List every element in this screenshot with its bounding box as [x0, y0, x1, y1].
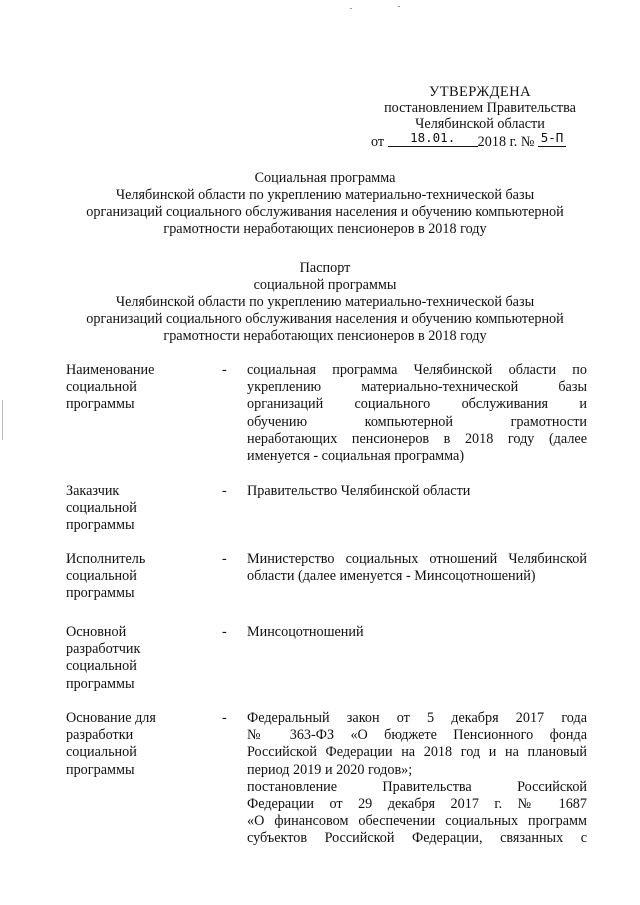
row-label — [66, 483, 186, 535]
passport-title-line: Челябинской области по укреплению материально-технической базы — [115, 294, 535, 310]
approval-block — [355, 84, 605, 151]
row-label-line: Основной — [66, 624, 127, 640]
row-label — [66, 710, 186, 779]
row-label — [66, 551, 186, 603]
row-dash: - — [222, 710, 227, 726]
row-value-line: социальная программа Челябинской области по — [247, 362, 587, 378]
row-label-line: социальной — [66, 744, 137, 761]
row-label-line: социальной — [66, 379, 137, 396]
row-value-line: постановление Правительства Российской — [247, 778, 587, 795]
row-label-line: программы — [66, 396, 135, 413]
row-value-line: период 2019 и 2020 годов»; — [247, 761, 413, 778]
row-value-line: укреплению материально-технической базы — [247, 379, 587, 396]
row-value-line: организаций социального обслуживания и — [247, 396, 587, 413]
row-value-line: Федерации от 29 декабря 2017 г. № 1687 — [247, 796, 587, 813]
row-label-line: социальной — [66, 658, 137, 675]
row-value-line: Федеральный закон от 5 декабря 2017 года — [247, 710, 587, 726]
program-title-line: Социальная программа — [254, 170, 396, 186]
row-label-line: Основание для — [66, 710, 156, 726]
row-value — [247, 551, 587, 585]
row-label-line: Исполнитель — [66, 551, 146, 567]
row-value-line: неработающих пенсионеров в 2018 году (далее — [247, 430, 587, 447]
passport-title — [40, 260, 610, 345]
row-label-line: программы — [66, 517, 135, 534]
row-label-line: программы — [66, 675, 135, 692]
program-title — [40, 170, 610, 238]
row-label-line: программы — [66, 761, 135, 778]
row-dash: - — [222, 483, 227, 499]
row-dash: - — [222, 551, 227, 567]
row-label-line: социальной — [66, 568, 137, 585]
row-value — [247, 483, 587, 500]
approval-title: УТВЕРЖДЕНА — [429, 84, 531, 100]
row-label-line: социальной — [66, 500, 137, 517]
approval-from-label: от — [371, 134, 385, 150]
passport-title-line: Паспорт — [299, 260, 351, 276]
row-value — [247, 624, 587, 641]
row-label-line: программы — [66, 585, 135, 602]
row-value-line: обучению компьютерной грамотности — [247, 413, 587, 430]
approval-number-handwritten: 5-П — [538, 130, 566, 147]
program-title-line: грамотности неработающих пенсионеров в 2018 году — [163, 221, 487, 237]
row-value-line: № 363-ФЗ «О бюджете Пенсионного фонда — [247, 727, 587, 744]
passport-title-line: организаций социального обслуживания населения и обучению компьютерной — [86, 311, 564, 327]
approval-line-1: постановлением Правительства — [384, 100, 576, 116]
approval-date-row — [355, 130, 605, 151]
approval-date-handwritten: 18.01. — [388, 130, 478, 147]
program-title-line: организаций социального обслуживания населения и обучению компьютерной — [86, 204, 564, 220]
row-value-line: именуется - социальная программа) — [247, 448, 465, 465]
scan-speck — [350, 8, 352, 9]
passport-title-line: социальной программы — [253, 277, 397, 293]
row-dash: - — [222, 624, 227, 640]
row-value — [247, 710, 587, 848]
passport-title-line: грамотности неработающих пенсионеров в 2018 году — [163, 328, 487, 344]
row-label — [66, 362, 186, 414]
row-value-line: Правительство Челябинской области — [247, 483, 471, 499]
row-value-line: Минсоцотношений — [247, 624, 364, 640]
program-title-line: Челябинской области по укреплению материально-технической базы — [115, 187, 535, 203]
row-value — [247, 362, 587, 465]
row-label-line: разработчик — [66, 641, 141, 658]
row-value-line: области (далее именуется - Минсоцотношений) — [247, 568, 536, 585]
scan-speck — [398, 6, 400, 7]
approval-line-2: Челябинской области — [415, 116, 545, 132]
scan-margin-mark — [2, 400, 3, 440]
row-value-line: «О финансовом обеспечении социальных программ — [247, 813, 587, 830]
row-value-line: Министерство социальных отношений Челябинской — [247, 551, 587, 567]
row-value-line: субъектов Российской Федерации, связанных с — [247, 830, 587, 847]
row-label-line: Заказчик — [66, 483, 120, 499]
row-label-line: разработки — [66, 727, 134, 744]
approval-year-text: 2018 г. № — [477, 134, 535, 150]
row-label — [66, 624, 186, 693]
row-value-line: Российской Федерации на 2018 год и на плановый — [247, 744, 587, 761]
row-dash: - — [222, 362, 227, 378]
row-label-line: Наименование — [66, 362, 155, 378]
